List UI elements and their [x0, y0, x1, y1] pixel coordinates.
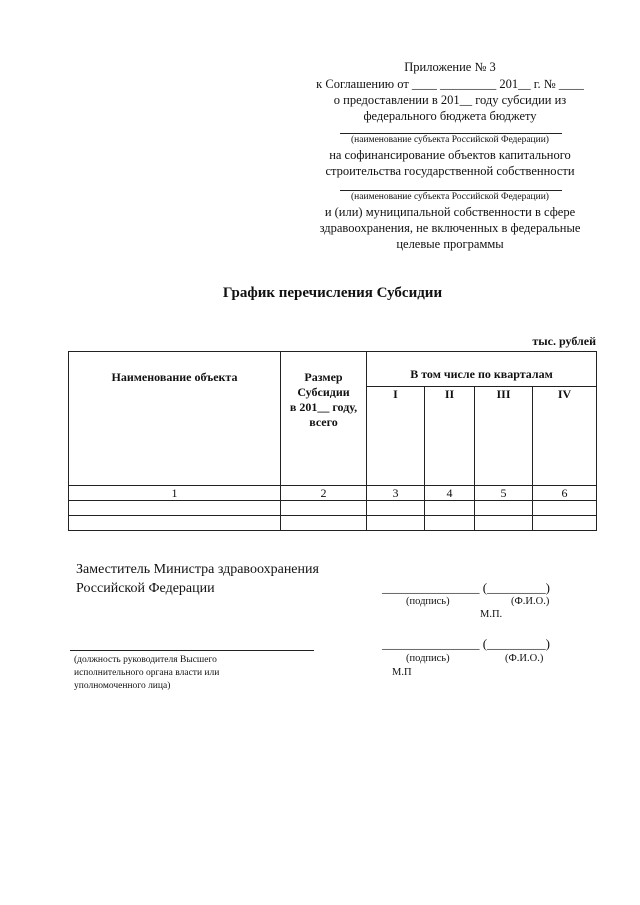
column-number: 6 — [533, 486, 597, 501]
header-quarter-4: IV — [533, 386, 597, 485]
position-hint-line-1: (должность руководителя Высшего — [74, 655, 217, 665]
signature-label-1: (подпись) — [406, 596, 450, 607]
table-cell — [425, 501, 475, 516]
subject-blank-line-1 — [340, 133, 562, 134]
fio-label-1: (Ф.И.О.) — [511, 596, 550, 607]
minister-title-line-1: Заместитель Министра здравоохранения — [76, 562, 319, 577]
table-row — [69, 516, 597, 531]
position-blank-line — [70, 650, 314, 651]
column-number: 2 — [281, 486, 367, 501]
table-cell — [69, 501, 281, 516]
table-cell — [69, 516, 281, 531]
purpose-line-2: строительства государственной собственности — [325, 164, 575, 178]
table-cell — [367, 501, 425, 516]
stamp-label-1: М.П. — [480, 609, 503, 620]
header-subsidy-size — [281, 352, 367, 486]
header-quarter-3: III — [475, 386, 533, 485]
subject-hint-1: (наименование субъекта Российской Федерации) — [351, 135, 549, 145]
table-row — [69, 501, 597, 516]
subsidy-line: о предоставлении в 201__ году субсидии из — [333, 93, 567, 107]
budget-line: федерального бюджета бюджету — [363, 109, 537, 123]
position-hint-line-3: уполномоченного лица) — [74, 681, 171, 691]
column-number: 3 — [367, 486, 425, 501]
subject-hint-2: (наименование субъекта Российской Федерации) — [351, 192, 549, 202]
signature-label-2: (подпись) — [406, 653, 450, 664]
table-cell — [475, 501, 533, 516]
header-quarters: В том числе по кварталам — [367, 352, 597, 387]
purpose-line-3: и (или) муниципальной собственности в сфере — [324, 205, 576, 219]
table-cell — [281, 501, 367, 516]
fio-label-2: (Ф.И.О.) — [505, 653, 544, 664]
stamp-label-2: М.П — [392, 667, 412, 678]
table-cell — [533, 501, 597, 516]
units-label: тыс. рублей — [532, 334, 596, 348]
signature-blank-1: _______________ (_________) — [382, 580, 550, 595]
purpose-line-4: здравоохранения, не включенных в федеральные — [319, 221, 581, 235]
header-quarter-2: II — [425, 386, 475, 485]
header-quarter-1: I — [367, 386, 425, 485]
purpose-line-1: на софинансирование объектов капитального — [329, 148, 571, 162]
header-subsidy-line-3: в 201__ году, — [289, 400, 358, 414]
document-title: График перечисления Субсидии — [222, 285, 443, 301]
schedule-table — [68, 351, 597, 531]
table-cell — [367, 516, 425, 531]
subject-blank-line-2 — [340, 190, 562, 191]
column-number: 5 — [475, 486, 533, 501]
header-object-name: Наименование объекта — [69, 352, 281, 486]
column-number: 4 — [425, 486, 475, 501]
agreement-line: к Соглашению от ____ _________ 201__ г. № ____ — [316, 77, 584, 91]
table-cell — [533, 516, 597, 531]
header-subsidy-line-1: Размер — [304, 370, 343, 384]
table-cell — [475, 516, 533, 531]
table-cell — [281, 516, 367, 531]
header-subsidy-line-4: всего — [309, 415, 338, 429]
table-cell — [425, 516, 475, 531]
position-hint-line-2: исполнительного органа власти или — [74, 668, 220, 678]
appendix-number: Приложение № 3 — [404, 60, 496, 74]
table-header-row-1 — [69, 352, 597, 387]
header-subsidy-line-2: Субсидии — [297, 385, 350, 399]
purpose-line-5: целевые программы — [396, 237, 504, 251]
column-number: 1 — [69, 486, 281, 501]
minister-title-line-2: Российской Федерации — [76, 581, 215, 596]
signature-blank-2: _______________ (_________) — [382, 636, 550, 651]
column-numbers-row — [69, 486, 597, 501]
